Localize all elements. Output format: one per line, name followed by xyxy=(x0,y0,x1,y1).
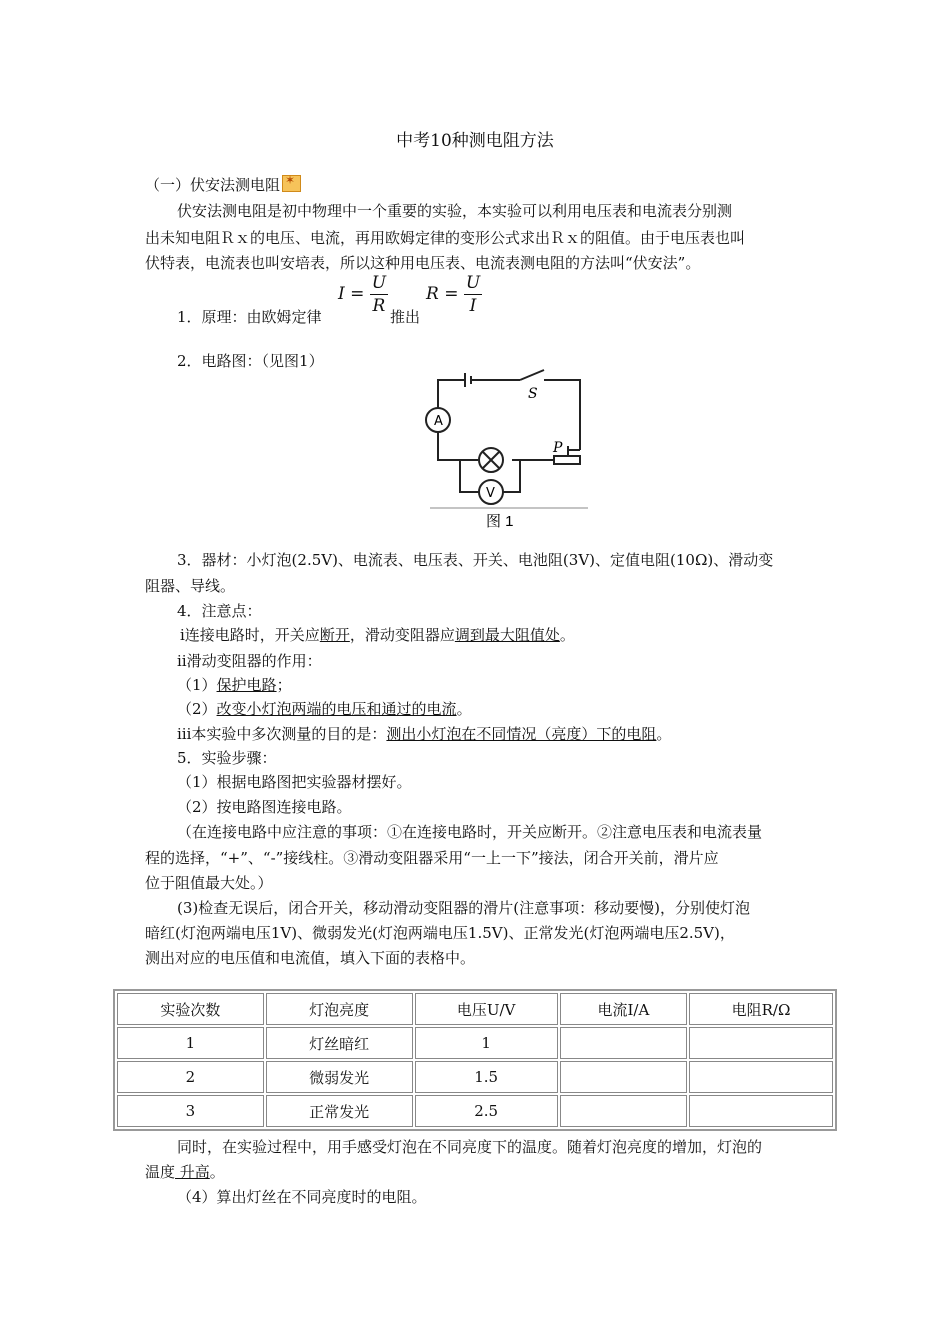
page-title: 中考10种测电阻方法 xyxy=(396,131,554,151)
step-3-line-3: 测出对应的电压值和电流值，填入下面的表格中。 xyxy=(145,949,476,967)
note-i xyxy=(180,624,575,645)
table-cell: 1.5 xyxy=(415,1061,558,1093)
table-row xyxy=(117,1027,833,1059)
table-cell xyxy=(689,1061,833,1093)
circuit-diagram xyxy=(420,368,600,534)
after-line-2-end: 。 xyxy=(209,1163,225,1181)
table-cell xyxy=(560,1027,687,1059)
table-cell: 1 xyxy=(117,1027,264,1059)
after-line-2-answer: 升高 xyxy=(175,1163,210,1181)
section-heading xyxy=(145,174,301,195)
table-cell xyxy=(689,1027,833,1059)
after-line-2 xyxy=(145,1161,225,1182)
formula-lhs: R = xyxy=(426,284,459,304)
formula-numerator: U xyxy=(465,273,481,293)
table-cell: 3 xyxy=(117,1095,264,1127)
table-cell xyxy=(560,1061,687,1093)
resistance-formula xyxy=(426,272,482,317)
note-icon[interactable] xyxy=(282,175,301,192)
intro-line-2: 出未知电阻Ｒｘ的电压、电流，再用欧姆定律的变形公式求出Ｒｘ的阻值。由于电压表也叫 xyxy=(145,229,746,247)
results-table xyxy=(113,989,837,1131)
step-2-note-line-2: 程的选择，“+”、“-”接线柱。③滑动变阻器采用“一上一下”接法，闭合开关前，滑片应 xyxy=(145,849,719,867)
table-row xyxy=(117,1061,833,1093)
table-cell xyxy=(689,1095,833,1127)
step-2: （2）按电路图连接电路。 xyxy=(177,798,352,816)
note-ii-1-answer: 保护电路 xyxy=(216,676,277,694)
figure-caption: 图 1 xyxy=(486,513,514,530)
intro-line-1: 伏安法测电阻是初中物理中一个重要的实验，本实验可以利用电压表和电流表分别测 xyxy=(177,202,733,220)
note-i-answer-1: 断开 xyxy=(319,626,350,644)
table-cell: 灯丝暗红 xyxy=(266,1027,413,1059)
table-cell: 2 xyxy=(117,1061,264,1093)
equipment-line-2: 阻器、导线。 xyxy=(145,577,236,595)
notes-heading: 4．注意点： xyxy=(177,602,262,620)
equipment-line-1: 3．器材：小灯泡(2.5V)、电流表、电压表、开关、电池阻(3V)、定值电阻(10Ω)、滑动变 xyxy=(177,551,774,569)
wire-left-bottom xyxy=(438,432,478,460)
circuit-label: 2．电路图：（见图1） xyxy=(177,352,324,370)
wire-voltmeter-right xyxy=(503,460,520,492)
section-heading-text: （一）伏安法测电阻 xyxy=(145,176,281,194)
table-header: 实验次数 xyxy=(117,993,264,1025)
note-ii-2-prefix: （2） xyxy=(177,700,217,718)
step-4: （4）算出灯丝在不同亮度时的电阻。 xyxy=(177,1188,427,1206)
note-iii-end: 。 xyxy=(656,725,672,743)
after-line-2-prefix: 温度 xyxy=(145,1163,176,1181)
note-ii-2 xyxy=(177,698,472,719)
note-ii-2-end: 。 xyxy=(456,700,472,718)
note-i-answer-2: 调到最大阻值处 xyxy=(454,626,560,644)
after-line-1: 同时，在实验过程中，用手感受灯泡在不同亮度下的温度。随着灯泡亮度的增加，灯泡的 xyxy=(177,1138,763,1156)
note-i-mid: ，滑动变阻器应 xyxy=(349,626,455,644)
ammeter-label: A xyxy=(434,414,443,429)
table-row xyxy=(117,1095,833,1127)
step-2-note-line-1: （在连接电路中应注意的事项：①在连接电路时，开关应断开。②注意电压表和电流表量 xyxy=(177,823,763,841)
table-cell: 微弱发光 xyxy=(266,1061,413,1093)
principle-mid: 推出 xyxy=(390,308,421,326)
note-ii: ⅱ滑动变阻器的作用： xyxy=(177,652,322,670)
table-header: 电压U/V xyxy=(415,993,558,1025)
note-i-prefix: ⅰ连接电路时，开关应 xyxy=(180,626,320,644)
table-header-row xyxy=(117,993,833,1025)
switch-label: S xyxy=(528,386,538,402)
formula-lhs: I = xyxy=(338,284,365,304)
rheostat xyxy=(554,456,580,464)
principle-prefix: 1．原理：由欧姆定律 xyxy=(177,308,322,326)
step-3-line-1: (3)检查无误后，闭合开关，移动滑动变阻器的滑片(注意事项：移动要慢)，分别使灯泡 xyxy=(177,899,750,917)
note-iii-prefix: ⅲ本实验中多次测量的目的是： xyxy=(177,725,387,743)
table-cell xyxy=(560,1095,687,1127)
wire-top-left xyxy=(438,380,465,408)
wire-voltmeter-left xyxy=(460,460,479,492)
step-3-line-2: 暗红(灯泡两端电压1V)、微弱发光(灯泡两端电压1.5V)、正常发光(灯泡两端电压2.5V)， xyxy=(145,924,735,942)
table-cell: 正常发光 xyxy=(266,1095,413,1127)
note-ii-1 xyxy=(177,674,292,695)
note-i-end: 。 xyxy=(559,626,575,644)
switch-blade xyxy=(520,370,544,380)
formula-denominator: I xyxy=(469,296,477,316)
intro-line-3: 伏特表，电流表也叫安培表，所以这种用电压表、电流表测电阻的方法叫“伏安法”。 xyxy=(145,254,701,272)
table-cell: 2.5 xyxy=(415,1095,558,1127)
table-header: 电流I/A xyxy=(560,993,687,1025)
note-ii-2-answer: 改变小灯泡两端的电压和通过的电流 xyxy=(216,700,457,718)
step-2-note-line-3: 位于阻值最大处。） xyxy=(145,874,273,892)
note-ii-1-end: ； xyxy=(276,676,292,694)
table-header: 灯泡亮度 xyxy=(266,993,413,1025)
table-cell: 1 xyxy=(415,1027,558,1059)
table-header: 电阻R/Ω xyxy=(689,993,833,1025)
slider-label: P xyxy=(553,440,563,456)
voltmeter-label: V xyxy=(486,486,495,501)
formula-denominator: R xyxy=(372,296,386,316)
formula-numerator: U xyxy=(371,273,387,293)
ohm-law-formula xyxy=(338,272,388,317)
step-1: （1）根据电路图把实验器材摆好。 xyxy=(177,773,412,791)
note-iii xyxy=(177,723,671,744)
steps-heading: 5．实验步骤： xyxy=(177,749,277,767)
note-ii-1-prefix: （1） xyxy=(177,676,217,694)
note-iii-answer: 测出小灯泡在不同情况（亮度）下的电阻 xyxy=(386,725,657,743)
